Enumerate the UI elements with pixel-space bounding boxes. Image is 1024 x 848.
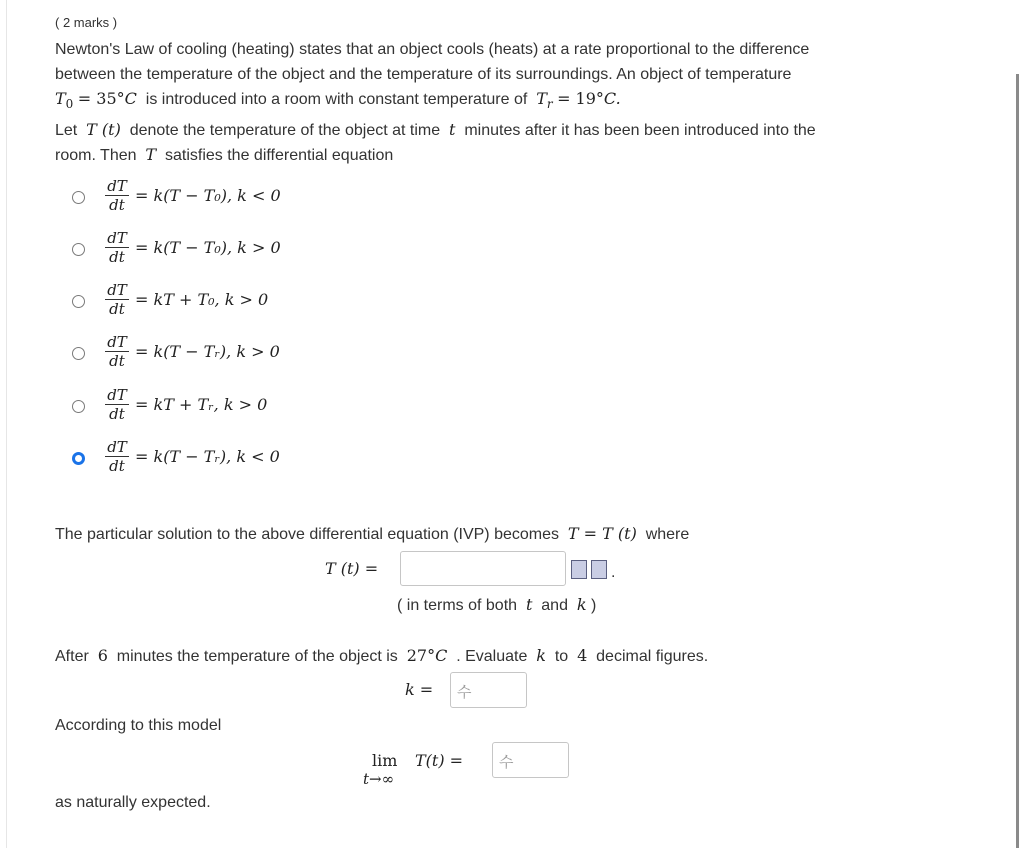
tr-sub: r	[546, 97, 553, 112]
let-text-c: minutes after it has been been introduced into the	[464, 122, 816, 139]
option-1[interactable]	[55, 178, 355, 214]
derivative-fraction: $\frac{dT}{dt}$	[105, 282, 129, 317]
limit-input[interactable]	[492, 742, 569, 778]
lim-sub: t→∞	[363, 770, 395, 788]
option-equation: = k(T − Tᵣ), k < 0	[135, 447, 280, 466]
marks-label: ( 2 marks )	[55, 15, 118, 30]
according-text: According to this model	[55, 717, 222, 734]
option-4[interactable]	[55, 334, 355, 370]
t0-unit: C	[124, 89, 137, 108]
option-equation: = k(T − T₀), k < 0	[135, 186, 281, 205]
option-equation: = k(T − Tᵣ), k > 0	[135, 342, 280, 361]
option-equation: = kT + Tᵣ, k > 0	[135, 395, 268, 414]
option-2[interactable]	[55, 230, 355, 266]
radio-button[interactable]	[72, 243, 85, 256]
let-line-1	[55, 120, 816, 140]
option-6[interactable]	[55, 439, 355, 475]
derivative-fraction: $\frac{dT}{dt}$	[105, 230, 129, 265]
let-line-2	[55, 145, 393, 165]
particular-solution-text	[55, 524, 689, 544]
let-line2-var: T	[145, 145, 157, 164]
derivative-fraction: $\frac{dT}{dt}$	[105, 387, 129, 422]
intro-mid: is introduced into a room with constant temperature of	[145, 91, 528, 108]
option-equation: = k(T − T₀), k > 0	[135, 238, 281, 257]
tt-label: T (t) =	[325, 559, 379, 578]
t0-symbol: T	[55, 89, 66, 108]
t0-sub: 0	[65, 97, 74, 112]
radio-button[interactable]	[72, 295, 85, 308]
derivative-fraction: $\frac{dT}{dt}$	[105, 334, 129, 369]
naturally-expected-text: as naturally expected.	[55, 794, 211, 811]
option-5[interactable]	[55, 387, 355, 423]
intro-line-1: Newton's Law of cooling (heating) states that an object cools (heats) at a rate proportional to the difference	[55, 41, 810, 58]
intro-line-2: between the temperature of the object and the temperature of its surroundings. An object of temperature	[55, 66, 792, 83]
spin-icon: 수	[499, 754, 514, 771]
tr-unit: C.	[603, 89, 621, 108]
let-text-b: denote the temperature of the object at time	[129, 122, 441, 139]
part2-eq: T = T (t)	[567, 524, 637, 543]
let-line2-text-b: satisfies the differential equation	[164, 147, 394, 164]
let-var: t	[449, 120, 456, 139]
let-text: Let	[55, 122, 78, 139]
tr-symbol: T	[536, 89, 547, 108]
t0-value: = 35°	[77, 89, 125, 108]
period: .	[611, 564, 616, 581]
left-border	[6, 0, 7, 848]
let-line2-text: room. Then	[55, 147, 137, 164]
scrollbar[interactable]	[1016, 74, 1019, 848]
sigma-icon[interactable]	[591, 560, 607, 579]
part2-text: The particular solution to the above differential equation (IVP) becomes	[55, 526, 559, 543]
radio-button[interactable]	[72, 191, 85, 204]
part2-where: where	[645, 526, 690, 543]
radio-button[interactable]	[72, 400, 85, 413]
part3-text: After 6 minutes the temperature of the object is 27°C . Evaluate k to 4 decimal figures.	[55, 646, 709, 665]
k-label: k =	[405, 680, 434, 699]
derivative-fraction: $\frac{dT}{dt}$	[105, 178, 129, 213]
radio-button-selected[interactable]	[72, 452, 85, 465]
equation-editor-icon[interactable]	[571, 560, 587, 579]
option-equation: = kT + T₀, k > 0	[135, 290, 269, 309]
lim-func: T(t) =	[415, 751, 464, 770]
terms-hint: ( in terms of both t and k )	[397, 595, 597, 614]
lim-label: lim	[372, 751, 398, 770]
derivative-fraction: $\frac{dT}{dt}$	[105, 439, 129, 474]
tr-value: = 19°	[557, 89, 604, 108]
k-input[interactable]	[450, 672, 527, 708]
solution-input[interactable]	[400, 551, 566, 586]
spin-icon: 수	[457, 684, 472, 701]
radio-button[interactable]	[72, 347, 85, 360]
option-3[interactable]	[55, 282, 355, 318]
intro-line-3	[55, 89, 621, 111]
let-func: T (t)	[86, 120, 121, 139]
